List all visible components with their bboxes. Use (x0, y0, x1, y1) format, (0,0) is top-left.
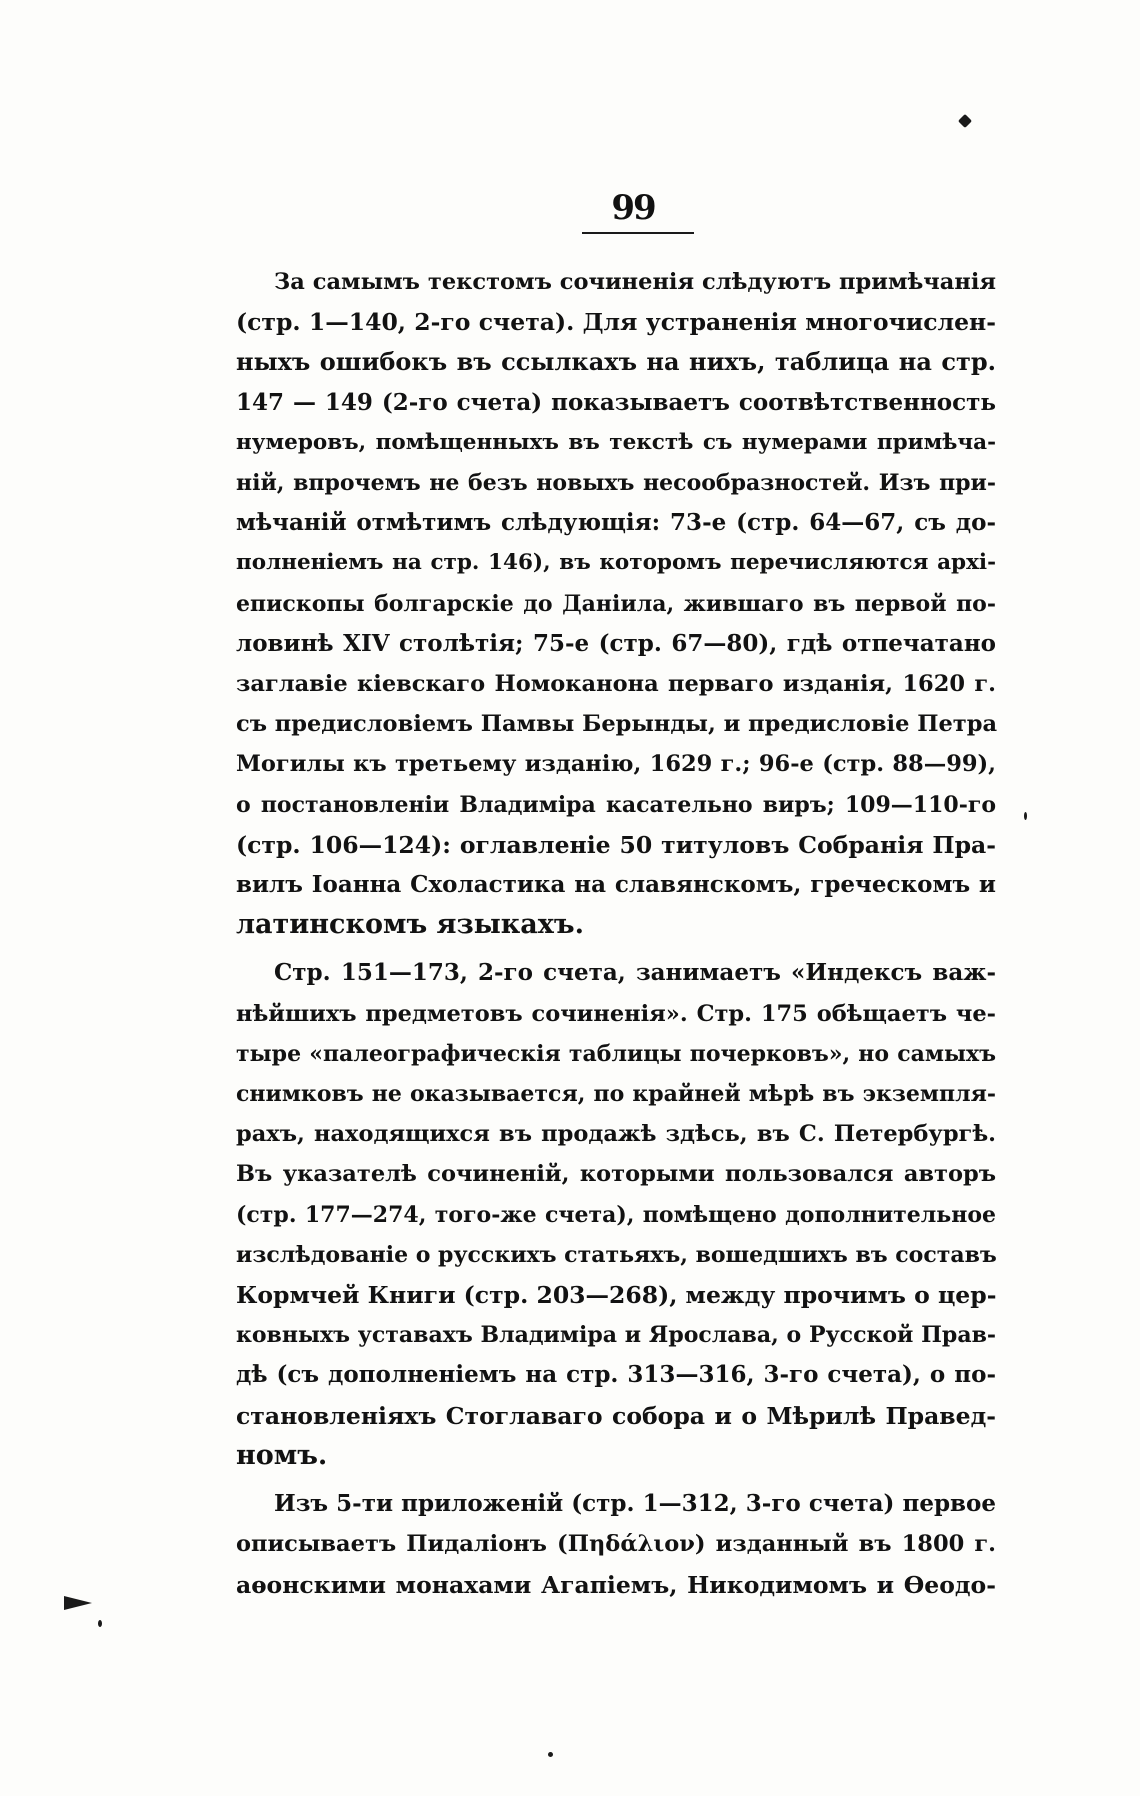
text-line: (стр. 177—274, того-же счета), помѣщено дополнительное (236, 1201, 996, 1228)
text-line: аѳонскими монахами Агапіемъ, Никодимомъ и Ѳеодо- (236, 1570, 996, 1599)
ink-speck (1024, 812, 1027, 820)
text-line: снимковъ не оказывается, по крайней мѣрѣ въ экземпля- (236, 1081, 996, 1108)
paragraph-gap (236, 945, 996, 953)
ink-speck (548, 1752, 553, 1757)
text-line: Въ указателѣ сочиненій, которыми пользовался авторъ (236, 1161, 996, 1188)
text-line: ловинѣ XIV столѣтія; 75-е (стр. 67—80), гдѣ отпечатано (236, 629, 996, 657)
text-line: (стр. 106—124): оглавленіе 50 титуловъ Собранія Пра- (236, 830, 996, 859)
page-number-rule (582, 232, 694, 234)
text-line: дѣ (съ дополненіемъ на стр. 313—316, 3-го счета), о по- (236, 1361, 996, 1389)
text-line: становленіяхъ Стоглаваго собора и о Мѣрилѣ Правед- (236, 1401, 996, 1430)
ink-speck (958, 114, 972, 128)
text-line: изслѣдованіе о русскихъ статьяхъ, вошедшихъ въ составъ (236, 1241, 997, 1268)
text-line: Могилы къ третьему изданію, 1629 г.; 96-е (стр. 88—99), (236, 751, 996, 778)
text-line: епископы болгарскіе до Даніила, жившаго въ первой по- (236, 590, 996, 617)
text-line: Стр. 151—173, 2-го счета, занимаетъ «Индексъ важ- (274, 959, 996, 987)
text-line: ній, впрочемъ не безъ новыхъ несообразностей. Изъ при- (236, 470, 996, 497)
text-line: рахъ, находящихся въ продажѣ здѣсь, въ С. Петербургѣ. (236, 1121, 996, 1148)
text-line: нумеровъ, помѣщенныхъ въ текстѣ съ нумерами примѣча- (236, 429, 996, 455)
text-line: ковныхъ уставахъ Владиміра и Ярослава, о Русской Прав- (236, 1322, 996, 1349)
text-line: описываетъ Пидаліонъ (Πηδάλιον) изданный въ 1800 г. (236, 1531, 996, 1558)
paragraph-gap (236, 1476, 996, 1484)
page-number: 99 (611, 188, 655, 228)
paragraph-2 (236, 953, 996, 1476)
text-line: Изъ 5-ти приложеній (стр. 1—312, 3-го счета) первое (274, 1490, 996, 1518)
text-line: номъ. (236, 1439, 328, 1471)
text-line: За самымъ текстомъ сочиненія слѣдуютъ примѣчанія (274, 269, 996, 295)
text-line: о постановленіи Владиміра касательно виръ; 109—110-го (236, 791, 996, 818)
paragraph-3 (236, 1484, 996, 1605)
text-line: ныхъ ошибокъ въ ссылкахъ на нихъ, таблица на стр. (236, 347, 996, 377)
body-text (236, 262, 996, 1605)
paragraph-1 (236, 262, 996, 945)
text-line: тыре «палеографическія таблицы почерковъ», но самыхъ (236, 1040, 996, 1067)
text-line: вилъ Іоанна Схоластика на славянскомъ, греческомъ и (236, 871, 996, 899)
ink-speck (98, 1620, 102, 1627)
text-line: 147 — 149 (2-го счета) показываетъ соотвѣтственность (236, 388, 996, 416)
margin-arrow-mark (64, 1596, 92, 1610)
text-line: нѣйшихъ предметовъ сочиненія». Стр. 175 обѣщаетъ че- (236, 1000, 996, 1027)
text-line: мѣчаній отмѣтимъ слѣдующія: 73-е (стр. 64—67, съ до- (236, 509, 996, 537)
text-line: полненіемъ на стр. 146), въ которомъ перечисляются архі- (236, 550, 996, 576)
text-line: Кормчей Книги (стр. 203—268), между прочимъ о цер- (236, 1281, 997, 1310)
text-line: заглавіе кіевскаго Номоканона перваго изданія, 1620 г. (236, 671, 996, 698)
text-line: съ предисловіемъ Памвы Берынды, и предисловіе Петра (236, 711, 998, 738)
text-line: латинскомъ языкахъ. (236, 909, 585, 941)
text-line: (стр. 1—140, 2-го счета). Для устраненія многочислен- (236, 308, 996, 337)
